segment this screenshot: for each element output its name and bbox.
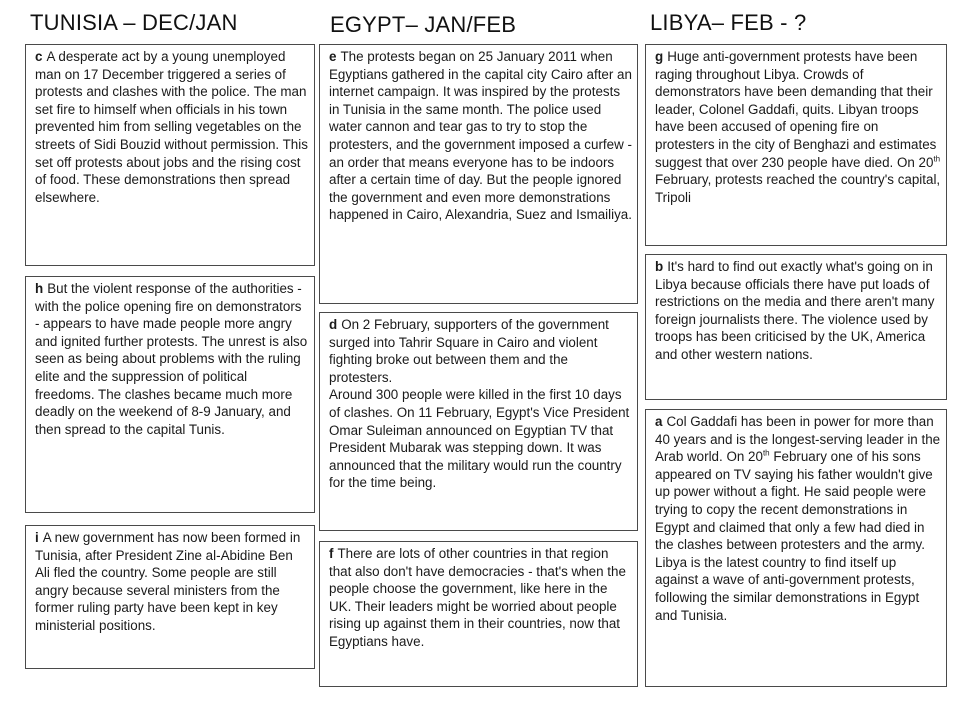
text-box-g bbox=[645, 44, 947, 246]
box-letter: a bbox=[655, 414, 663, 429]
box-text-part2: February one of his sons appeared on TV saying his father wouldn't give up power without a fight. He said people were trying to copy the recent demonstrations in Egypt and claimed that only a few had died in the clashes between protesters and the army. Libya is the latest country to find itself up against a wave of anti-government protests, following the similar demonstrations in Egypt and Tunisia. bbox=[655, 449, 933, 623]
text-box-i bbox=[25, 525, 315, 669]
box-text: But the violent response of the authorities - with the police opening fire on demonstrators - appears to have made people more angry and ignited further protests. The unrest is also seen as being about problems with the ruling elite and the suppression of political freedoms. The clashes became much more deadly on the weekend of 8-9 January, and then spread to the capital Tunis. bbox=[35, 281, 308, 437]
heading-egypt: EGYPT– JAN/FEB bbox=[330, 12, 517, 37]
superscript-th: th bbox=[762, 448, 770, 458]
box-text: On 2 February, supporters of the government surged into Tahrir Square in Cairo and violent fighting broke out between them and the protesters. Around 300 people were killed in the first 10 days of clashes. On 11 February, Egypt's Vice President Omar Suleiman announced on Egyptian TV that President Mubarak was stepping down. It was announced that the military would run the country for the time being. bbox=[329, 317, 630, 491]
box-letter: b bbox=[655, 259, 664, 274]
text-box-b bbox=[645, 254, 947, 400]
heading-libya: LIBYA– FEB - ? bbox=[650, 10, 807, 35]
superscript-th: th bbox=[933, 154, 941, 164]
box-text: A desperate act by a young unemployed man on 17 December triggered a series of protests and clashes with the police. The man set fire to himself when officials in his town prevented him from selling vegetables on the streets of Sidi Bouzid without permission. This set off protests about jobs and the rising cost of food. These demonstrations then spread elsewhere. bbox=[35, 49, 308, 205]
box-letter: e bbox=[329, 49, 337, 64]
box-letter: f bbox=[329, 546, 334, 561]
box-letter: c bbox=[35, 49, 43, 64]
box-text: It's hard to find out exactly what's going on in Libya because officials there have put loads of restrictions on the media and there aren't many foreign journalists there. The violence used by troops has been criticised by the UK, America and other western nations. bbox=[655, 259, 935, 362]
box-text: There are lots of other countries in that region that also don't have democracies - that's when the people choose the government, like here in the UK. Their leaders might be worried about people rising up against them in their countries, now that Egyptians have. bbox=[329, 546, 626, 649]
text-box-d bbox=[319, 312, 638, 531]
box-text-part2: February, protests reached the country's capital, Tripoli bbox=[655, 172, 941, 205]
box-text-part1: Huge anti-government protests have been raging throughout Libya. Crowds of demonstrators have been demanding that their leader, Colonel Gaddafi, quits. Libyan troops have been accused of opening fire on protesters in the city of Benghazi and estimates suggest that over 230 people have died. On 20 bbox=[655, 49, 937, 170]
text-box-a bbox=[645, 409, 947, 687]
box-letter: h bbox=[35, 281, 44, 296]
box-letter: g bbox=[655, 49, 664, 64]
box-text: A new government has now been formed in Tunisia, after President Zine al-Abidine Ben Ali fled the country. Some people are still angry because several ministers from the former ruling party have been kept in key ministerial positions. bbox=[35, 530, 301, 633]
box-text: The protests began on 25 January 2011 when Egyptians gathered in the capital city Cairo after an internet campaign. It was inspired by the protests in Tunisia in the same month. The police used water cannon and tear gas to try to stop the protesters, and the government imposed a curfew - an order that means everyone has to be indoors after a certain time of day. But the people ignored the government and even more demonstrations happened in Cairo, Alexandria, Suez and Ismailiya. bbox=[329, 49, 632, 223]
text-box-f bbox=[319, 541, 638, 687]
box-letter: i bbox=[35, 530, 39, 545]
box-letter: d bbox=[329, 317, 338, 332]
heading-tunisia: TUNISIA – DEC/JAN bbox=[30, 10, 238, 35]
text-box-c bbox=[25, 44, 315, 266]
text-box-e bbox=[319, 44, 638, 304]
box-text-part1: Col Gaddafi has been in power for more than 40 years and is the longest-serving leader in the Arab world. On 20 bbox=[655, 414, 941, 465]
text-box-h bbox=[25, 276, 315, 513]
